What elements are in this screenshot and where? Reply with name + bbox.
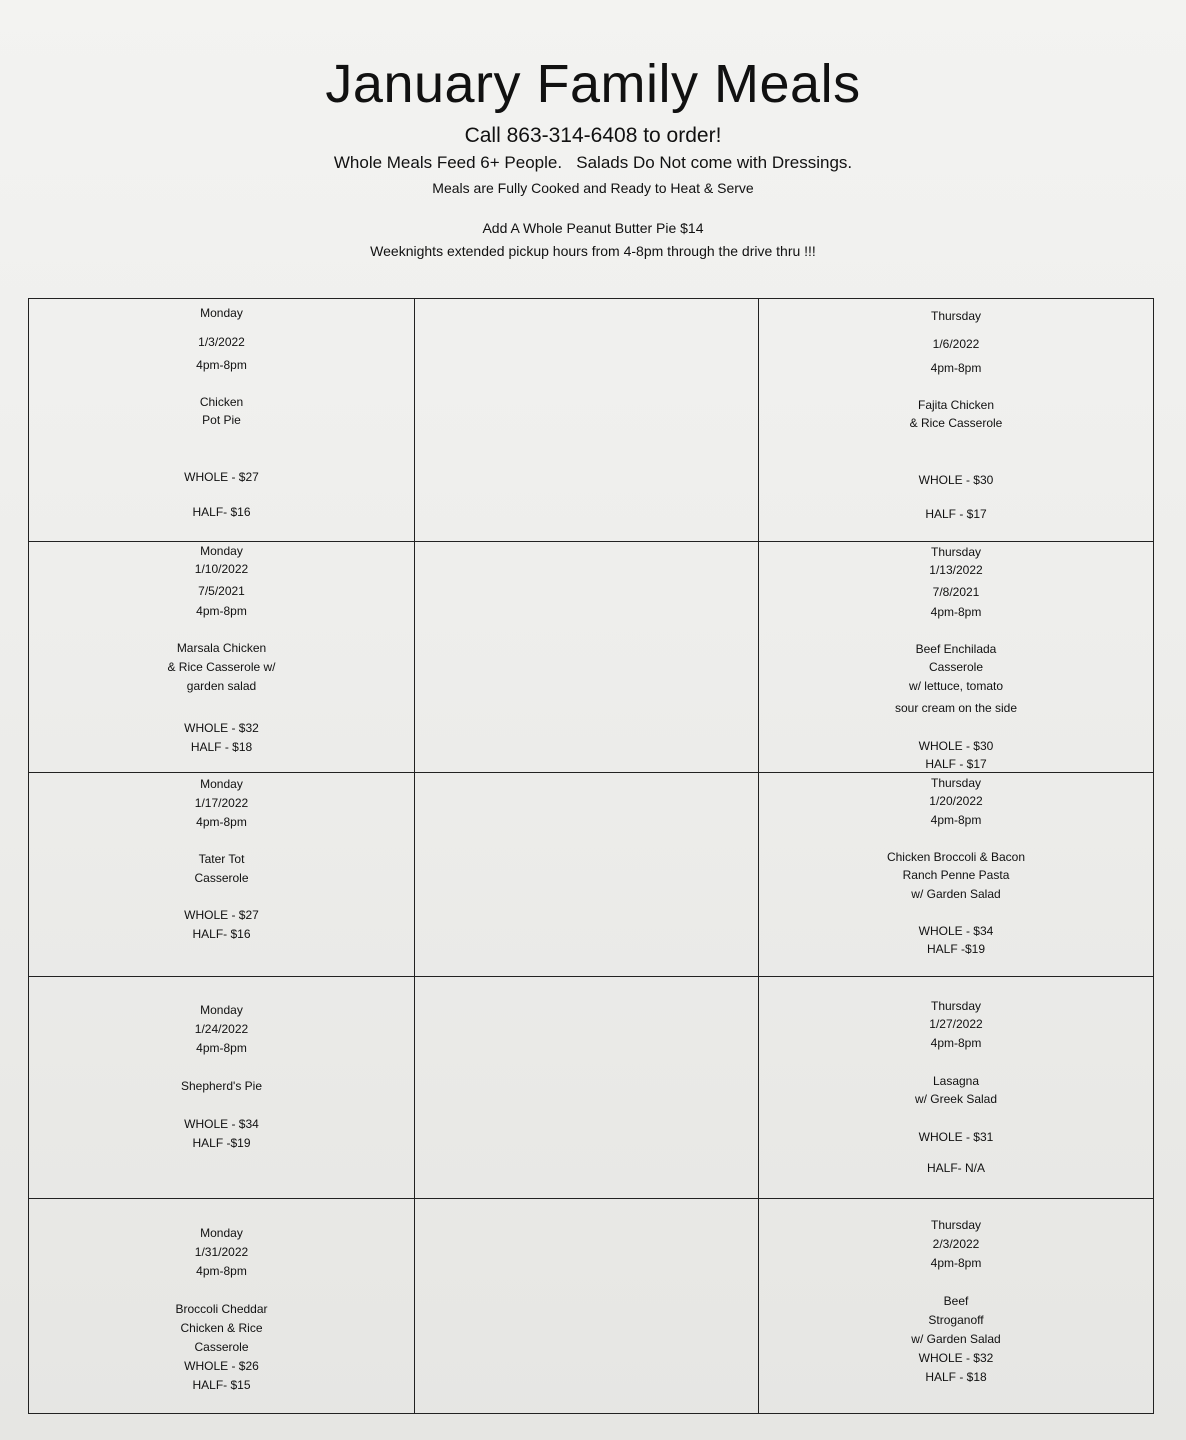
whole-price: WHOLE - $26 <box>184 1359 259 1373</box>
day-label: Thursday <box>930 309 982 323</box>
whole-price: WHOLE - $27 <box>184 908 259 922</box>
pickup-time: 4pm-8pm <box>196 815 247 829</box>
whole-price: WHOLE - $34 <box>918 924 994 938</box>
half-price: HALF- $16 <box>192 927 251 941</box>
whole-price: WHOLE - $32 <box>184 721 259 735</box>
meal-name-line: Beef Enchilada <box>915 642 997 656</box>
whole-price: WHOLE - $32 <box>918 1351 994 1365</box>
order-phone-line: Call 863-314-6408 to order! <box>464 124 722 147</box>
day-label: Monday <box>200 777 243 791</box>
half-price: HALF -$19 <box>192 1136 251 1150</box>
pickup-time: 4pm-8pm <box>196 1041 247 1055</box>
whole-price: WHOLE - $30 <box>918 473 994 487</box>
empty-cell <box>415 977 759 1199</box>
thursday-cell <box>759 542 1153 773</box>
meal-name-line: Ranch Penne Pasta <box>902 868 1010 882</box>
meal-name-line: w/ Greek Salad <box>914 1092 998 1106</box>
half-price: HALF - $18 <box>925 1370 987 1384</box>
monday-cell <box>29 299 415 542</box>
day-label: Thursday <box>930 1218 982 1232</box>
empty-cell <box>415 299 759 542</box>
pickup-time: 4pm-8pm <box>196 358 247 372</box>
date-label: 1/6/2022 <box>932 337 980 351</box>
meal-name-line: w/ Garden Salad <box>911 1332 1001 1346</box>
half-price: HALF - $18 <box>190 740 253 754</box>
meal-name-line: garden salad <box>186 679 257 693</box>
meal-name-line: Stroganoff <box>928 1313 984 1327</box>
meal-name-line: Beef <box>943 1294 969 1308</box>
meal-name-line: Pot Pie <box>202 413 241 427</box>
day-label: Monday <box>200 544 243 558</box>
meal-name-line: Fajita Chicken <box>917 398 995 412</box>
monday-cell <box>29 542 415 773</box>
day-label: Thursday <box>930 999 982 1013</box>
meal-name-line: Chicken Broccoli & Bacon <box>886 850 1026 864</box>
whole-price: WHOLE - $31 <box>918 1130 994 1144</box>
monday-cell <box>29 977 415 1199</box>
pickup-time: 4pm-8pm <box>196 1264 247 1278</box>
day-label: Monday <box>200 1226 243 1240</box>
cooked-note: Meals are Fully Cooked and Ready to Heat & Serve <box>432 180 754 196</box>
thursday-cell <box>759 773 1153 977</box>
pickup-time: 4pm-8pm <box>930 605 982 619</box>
pie-addon-note: Add A Whole Peanut Butter Pie $14 <box>482 220 704 236</box>
pickup-hours-note: Weeknights extended pickup hours from 4-8pm through the drive thru !!! <box>370 243 816 259</box>
half-price: HALF - $17 <box>925 757 987 771</box>
meal-name-line: Tater Tot <box>198 852 245 866</box>
date-label: 1/13/2022 <box>929 563 983 577</box>
whole-price: WHOLE - $30 <box>918 739 994 753</box>
meal-name-line: Chicken & Rice <box>180 1321 263 1335</box>
pickup-time: 4pm-8pm <box>196 604 247 618</box>
meal-name-line: Lasagna <box>932 1074 980 1088</box>
date-label: 1/31/2022 <box>194 1245 249 1259</box>
half-price: HALF- $15 <box>192 1378 251 1392</box>
day-label: Thursday <box>930 545 982 559</box>
meal-name-line: Casserole <box>194 1340 249 1354</box>
meal-name-line: Marsala Chicken <box>176 641 267 655</box>
monday-cell <box>29 773 415 977</box>
page-title: January Family Meals <box>325 54 861 114</box>
meal-name-line: & Rice Casserole <box>909 416 1003 430</box>
half-price: HALF- $16 <box>192 505 251 519</box>
meal-name-line: sour cream on the side <box>894 701 1018 715</box>
date-label: 2/3/2022 <box>932 1237 980 1251</box>
whole-price: WHOLE - $34 <box>184 1117 259 1131</box>
meal-schedule-table <box>28 298 1154 1414</box>
meal-name-line: Broccoli Cheddar <box>175 1302 268 1316</box>
date-label: 7/8/2021 <box>932 585 980 599</box>
meal-name-line: Shepherd's Pie <box>180 1079 262 1093</box>
pickup-time: 4pm-8pm <box>930 1256 982 1270</box>
date-label: 1/20/2022 <box>929 794 983 808</box>
whole-price: WHOLE - $27 <box>184 470 259 484</box>
thursday-cell <box>759 1199 1153 1413</box>
thursday-cell <box>759 299 1153 542</box>
empty-cell <box>415 1199 759 1413</box>
meal-name-line: Casserole <box>194 871 249 885</box>
date-label: 1/24/2022 <box>194 1022 249 1036</box>
date-label: 1/3/2022 <box>198 335 245 349</box>
monday-cell <box>29 1199 415 1413</box>
day-label: Thursday <box>930 776 982 790</box>
empty-cell <box>415 773 759 977</box>
meal-name-line: & Rice Casserole w/ <box>167 660 276 674</box>
serving-note: Whole Meals Feed 6+ People. Salads Do Not come with Dressings. <box>333 153 853 172</box>
meal-name-line: w/ lettuce, tomato <box>908 679 1004 693</box>
date-label: 1/17/2022 <box>194 796 249 810</box>
half-price: HALF - $17 <box>925 507 987 521</box>
day-label: Monday <box>200 1003 243 1017</box>
pickup-time: 4pm-8pm <box>930 361 982 375</box>
pickup-time: 4pm-8pm <box>930 1036 982 1050</box>
pickup-time: 4pm-8pm <box>930 813 982 827</box>
meal-name-line: w/ Garden Salad <box>911 887 1001 901</box>
half-price: HALF -$19 <box>926 942 986 956</box>
half-price: HALF- N/A <box>926 1161 985 1175</box>
meal-name-line: Casserole <box>928 660 984 674</box>
thursday-cell <box>759 977 1153 1199</box>
empty-cell <box>415 542 759 773</box>
date-label: 1/27/2022 <box>929 1017 983 1031</box>
date-label: 1/10/2022 <box>194 562 249 576</box>
meal-name-line: Chicken <box>199 395 244 409</box>
day-label: Monday <box>200 306 243 320</box>
date-label: 7/5/2021 <box>198 584 245 598</box>
